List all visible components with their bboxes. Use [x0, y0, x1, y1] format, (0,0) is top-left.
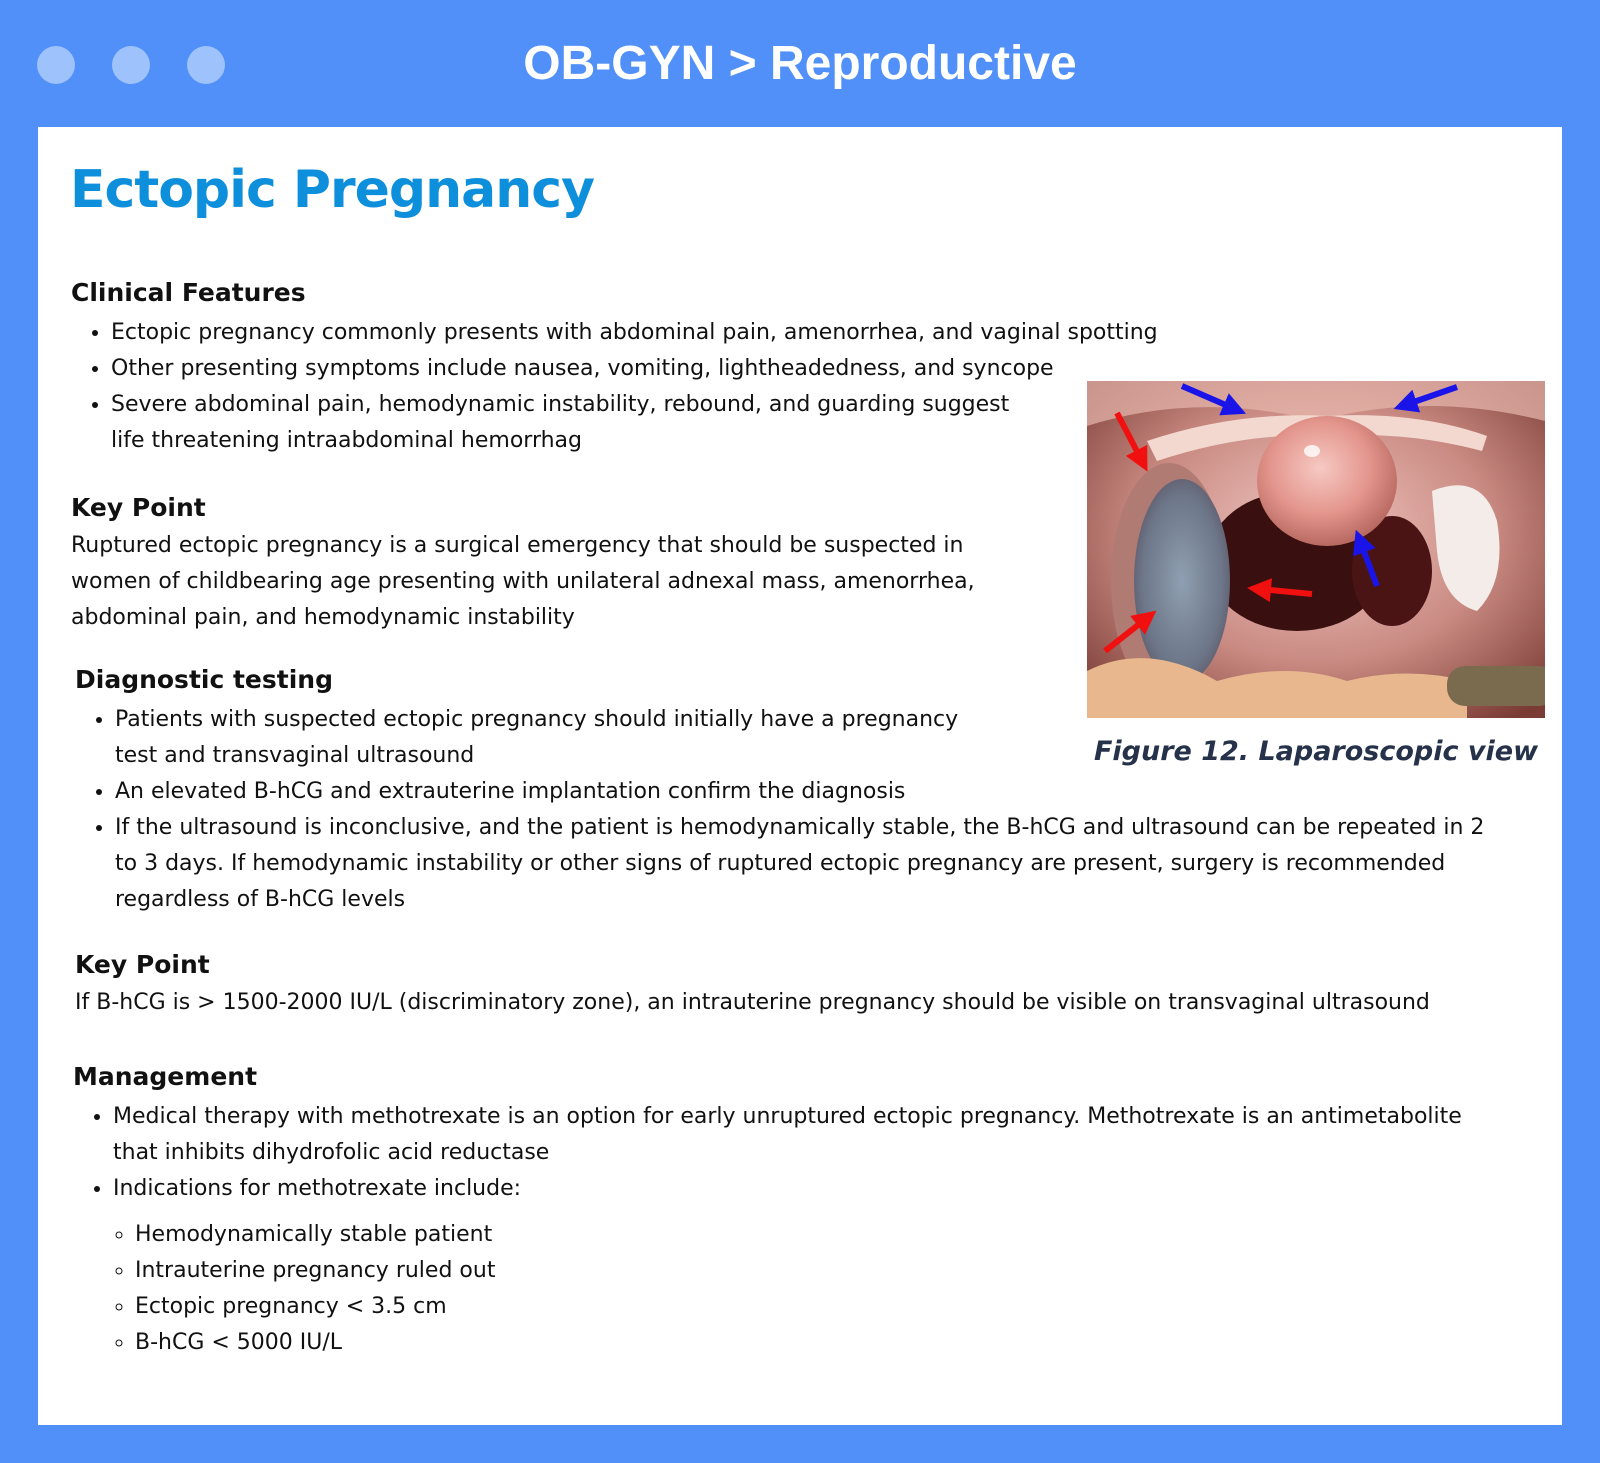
- sub-list-item: ◦ Hemodynamically stable patient: [135, 1217, 1513, 1253]
- management-section: [73, 1059, 1513, 1361]
- list-item: • Severe abdominal pain, hemodynamic instability, rebound, and guarding suggest life threatening intraabdominal hemorrhag: [111, 387, 1011, 459]
- key-point-heading: Key Point: [71, 493, 206, 522]
- list-item: • Patients with suspected ectopic pregnancy should initially have a pregnancy test and transvaginal ultrasound: [115, 702, 995, 774]
- sub-list-item: ◦ Ectopic pregnancy < 3.5 cm: [135, 1289, 1513, 1325]
- key-point-section-1: [71, 490, 991, 636]
- diagnostic-testing-section: [75, 662, 1505, 918]
- key-point-text: If B-hCG is > 1500-2000 IU/L (discriminatory zone), an intrauterine pregnancy should be visible on transvaginal ultrasound: [75, 990, 1430, 1015]
- clinical-features-heading: Clinical Features: [71, 278, 306, 307]
- key-point-section-2: [75, 947, 1505, 1021]
- clinical-features-section: [71, 275, 1171, 459]
- page-title: Ectopic Pregnancy: [70, 160, 594, 220]
- key-point-text: Ruptured ectopic pregnancy is a surgical emergency that should be suspected in women of childbearing age presenting with unilateral adnexal mass, amenorrhea, abdominal pain, and hemodynamic instability: [71, 533, 975, 630]
- clinical-features-list: [71, 315, 1171, 459]
- window-title: OB-GYN > Reproductive: [523, 37, 1077, 90]
- list-item: • Ectopic pregnancy commonly presents with abdominal pain, amenorrhea, and vaginal spotting: [111, 315, 1171, 351]
- content-panel: [38, 127, 1562, 1425]
- sub-list-item: ◦ Intrauterine pregnancy ruled out: [135, 1253, 1513, 1289]
- methotrexate-indications-list: [113, 1217, 1513, 1361]
- diagnostic-testing-heading: Diagnostic testing: [75, 665, 333, 694]
- key-point-heading: Key Point: [75, 950, 210, 979]
- list-item: • Medical therapy with methotrexate is an option for early unruptured ectopic pregnancy. Methotrexate is an antimetabolite that inhibits dihydrofolic acid reductase: [113, 1099, 1513, 1171]
- diagnostic-testing-list: [75, 702, 1505, 918]
- figure-caption: Figure 12. Laparoscopic view: [1093, 736, 1539, 767]
- list-item: • If the ultrasound is inconclusive, and the patient is hemodynamically stable, the B-hCG and ultrasound can be repeated in 2 to 3 days. If hemodynamic instability or other signs of ruptured ectopic pregnancy are present, surgery is recommended regardless of B-hCG levels: [115, 810, 1505, 918]
- management-heading: Management: [73, 1062, 258, 1091]
- list-item: • An elevated B-hCG and extrauterine implantation confirm the diagnosis: [115, 774, 1505, 810]
- management-list: [73, 1099, 1513, 1361]
- list-item-text: Indications for methotrexate include:: [113, 1176, 522, 1201]
- sub-list-item: ◦ B-hCG < 5000 IU/L: [135, 1325, 1513, 1361]
- list-item: • Other presenting symptoms include nausea, vomiting, lightheadedness, and syncope: [111, 351, 1171, 387]
- list-item: [113, 1171, 1513, 1361]
